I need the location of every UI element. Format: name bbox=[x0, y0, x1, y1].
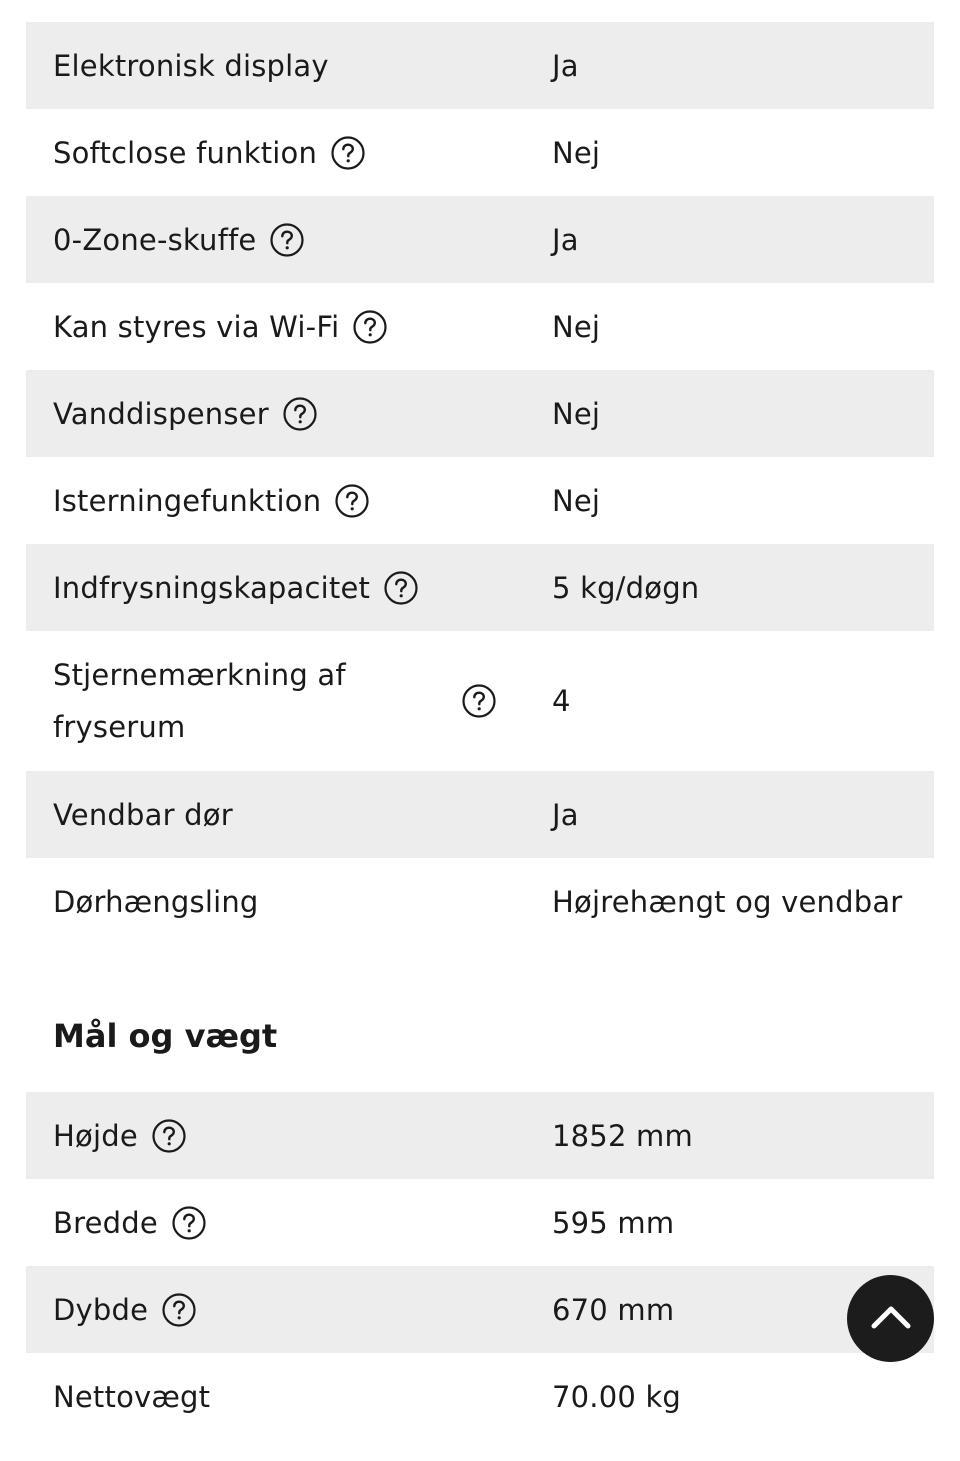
spec-label: Stjernemærkning af fryserum bbox=[53, 658, 346, 744]
spec-row bbox=[26, 858, 934, 945]
spec-value: Nej bbox=[552, 483, 601, 518]
spec-label: Højde bbox=[53, 1118, 138, 1153]
dimensions-spec-table bbox=[26, 1092, 934, 1440]
spec-label: 0-Zone-skuffe bbox=[53, 222, 257, 257]
spec-label: Isterningefunktion bbox=[53, 483, 322, 518]
spec-value: Nej bbox=[552, 396, 601, 431]
chevron-up-icon bbox=[869, 1303, 913, 1335]
spec-row bbox=[26, 457, 934, 544]
question-circle-icon[interactable] bbox=[331, 136, 365, 170]
spec-row bbox=[26, 1092, 934, 1179]
spec-row bbox=[26, 109, 934, 196]
spec-label: Vanddispenser bbox=[53, 396, 269, 431]
spec-value: 5 kg/døgn bbox=[552, 570, 700, 605]
spec-row bbox=[26, 196, 934, 283]
features-spec-table bbox=[26, 22, 934, 945]
question-circle-icon[interactable] bbox=[462, 684, 496, 718]
spec-label: Bredde bbox=[53, 1205, 158, 1240]
spec-label: Vendbar dør bbox=[53, 797, 233, 832]
section-title: Mål og vægt bbox=[53, 1017, 278, 1055]
spec-value: 70.00 kg bbox=[552, 1379, 682, 1414]
spec-label: Dybde bbox=[53, 1292, 149, 1327]
spec-label: Elektronisk display bbox=[53, 48, 329, 83]
spec-row bbox=[26, 1179, 934, 1266]
spec-value: Ja bbox=[552, 222, 579, 257]
scroll-to-top-button[interactable] bbox=[847, 1275, 934, 1362]
question-circle-icon[interactable] bbox=[172, 1206, 206, 1240]
question-circle-icon[interactable] bbox=[162, 1293, 196, 1327]
question-circle-icon[interactable] bbox=[335, 484, 369, 518]
question-circle-icon[interactable] bbox=[152, 1119, 186, 1153]
spec-row bbox=[26, 771, 934, 858]
spec-row bbox=[26, 1353, 934, 1440]
spec-label: Softclose funktion bbox=[53, 135, 318, 170]
spec-row bbox=[26, 1266, 934, 1353]
spec-row bbox=[26, 370, 934, 457]
spec-value: Nej bbox=[552, 309, 601, 344]
spec-value: 595 mm bbox=[552, 1205, 675, 1240]
spec-row bbox=[26, 283, 934, 370]
spec-label: Dørhængsling bbox=[53, 884, 259, 919]
question-circle-icon[interactable] bbox=[283, 397, 317, 431]
spec-row bbox=[26, 631, 934, 771]
spec-value: Ja bbox=[552, 48, 579, 83]
question-circle-icon[interactable] bbox=[353, 310, 387, 344]
question-circle-icon[interactable] bbox=[384, 571, 418, 605]
question-circle-icon[interactable] bbox=[270, 223, 304, 257]
spec-label: Nettovægt bbox=[53, 1379, 211, 1414]
spec-value: Ja bbox=[552, 797, 579, 832]
spec-value: 4 bbox=[552, 684, 571, 718]
spec-value: Nej bbox=[552, 135, 601, 170]
spec-label: Indfrysningskapacitet bbox=[53, 570, 371, 605]
spec-row bbox=[26, 544, 934, 631]
spec-value: 670 mm bbox=[552, 1292, 675, 1327]
spec-value: 1852 mm bbox=[552, 1118, 693, 1153]
spec-value: Højrehængt og vendbar bbox=[552, 884, 903, 919]
spec-label: Kan styres via Wi-Fi bbox=[53, 309, 340, 344]
spec-row bbox=[26, 22, 934, 109]
